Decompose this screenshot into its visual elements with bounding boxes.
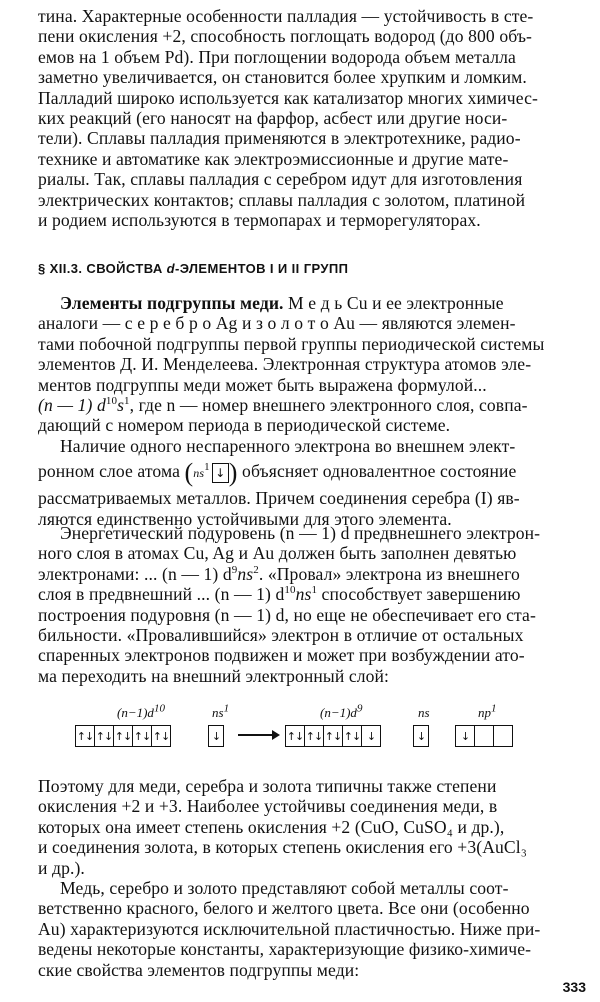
orbital-diagram [75,702,545,765]
orbital-cell [494,726,512,746]
text-line: спаренных электронов подвижен и может при возбуждении ато- [38,645,525,666]
text-line [38,293,586,313]
s-orbital-right [413,725,429,747]
copper-subgroup-paragraph [38,293,586,436]
s-orbital-left [208,725,224,747]
oxidation-states-paragraph [38,776,586,878]
text-line: Au) характеризуются исключительной пластичностью. Ниже при- [38,918,541,939]
orbital-cell: ↓ [416,729,426,743]
text-line: дающий с номером периода в периодической системе. [38,415,451,436]
orbital-cell: ↑↓ [343,726,362,746]
text-line: ветственно красного, белого и желтого цвета. Все они (особенно [38,898,530,919]
formula-line [38,395,586,415]
orbital-line [38,456,586,488]
text-line: риалы. Так, сплавы палладия с серебром идут для изготовления [38,169,523,190]
orbital-cell: ↑↓ [95,726,114,746]
text-line: и родием используются в термопарах и терморегуляторах. [38,210,481,231]
label-d9 [320,702,363,721]
text-line: тели). Сплавы палладия применяются в электротехнике, радио- [38,128,521,149]
superscript: 10 [153,702,165,715]
text-line: построения подуровня (n — 1) d, но еще не обеспечивает его ста- [38,604,536,625]
text-line: ляются единственно устойчивыми для этого элемента. [38,508,452,529]
text-line: Поэтому для меди, серебра и золота типичны также степени [38,776,497,796]
text-run: ронном слое атома [38,461,185,482]
text-run: , где n — номер внешнего электронного слоя, совпа- [129,395,528,416]
orbital-cell: ↑↓ [324,726,343,746]
label-text: (n−1)d [320,705,357,720]
formula-line [38,564,586,584]
text-line: Наличие одного неспаренного электрона во внешнем элект- [60,436,516,456]
d-orbital-right [285,725,381,747]
text-line: тами побочной подгруппы первой группы периодической системы [38,333,545,354]
orbital-cell: ↓ [456,726,475,746]
open-paren: ( [184,458,194,488]
orbital-cell: ↑↓ [286,726,305,746]
run-in-heading: Элементы подгруппы меди. [60,293,284,313]
text-line: бильности. «Провалившийся» электрон в отличие от остальных [38,625,524,646]
text-line: ведены некоторые константы, характеризующие физико-химиче- [38,939,532,960]
orbital-cell: ↑↓ [305,726,324,746]
text-line: элементов Д. И. Менделеева. Электронная структура атомов эле- [38,354,532,375]
orbital-cell: ↑↓ [76,726,95,746]
text-line: ких реакций (его наносят на фарфор, асбест или другие носи- [38,108,508,129]
heading-d: d [166,261,175,276]
label-ns1 [212,702,230,721]
section-heading [38,261,586,276]
text-line: Энергетический подуровень (n — 1) d предвнешнего электрон- [60,523,541,543]
label-d10 [117,702,165,721]
label-text: (n−1)d [117,705,154,720]
orbital-cell: ↓ [211,729,221,743]
text-run: (n — 1) d [38,395,106,416]
unpaired-electron-paragraph [38,436,586,529]
text-line: тина. Характерные особенности палладия — устойчивость в сте- [38,6,534,26]
text-line: и соединения золота, в которых степень окисления его +3(AuCl₃ [38,837,527,858]
text-run: М е д ь Cu и ее электронные [283,293,504,313]
superscript: 9 [356,702,363,715]
text-line: окисления +2 и +3. Наиболее устойчивы соединения меди, в [38,796,498,817]
page-number: 333 [562,979,586,995]
p-orbital-right [455,725,513,747]
superscript: 9 [231,563,238,576]
text-line: емов на 1 объем Pd). При поглощении водорода объем металла [38,46,516,67]
text-line: ма переходить на внешний электронный слой: [38,665,390,686]
label-np1 [478,702,497,721]
d-orbital-left [75,725,171,747]
orbital-cell: ↑↓ [152,729,170,743]
superscript: 10 [105,395,118,408]
orbital-cell: ↑↓ [133,726,152,746]
text-line: и др.). [38,857,85,878]
superscript: 10 [284,584,296,597]
orbital-label: ns [193,466,205,481]
superscript: 1 [223,702,230,715]
text-line: пени окисления +2, способность поглощать водород (до 800 объ- [38,26,532,47]
transition-arrow [238,734,278,736]
text-line: рассматриваемых металлов. Причем соединения серебра (I) яв- [38,488,520,509]
superscript: 1 [124,395,130,408]
text-run: способствует завершению [317,584,521,605]
text-run: ns [295,584,312,605]
superscript: 1 [491,702,497,715]
heading-prefix: § XII.3. СВОЙСТВА [38,261,167,276]
formula-line [38,584,586,604]
text-run: ns [237,563,254,584]
text-run: . «Провал» электрона из внешнего [258,563,520,584]
intro-paragraph [38,6,586,230]
heading-suffix: -ЭЛЕМЕНТОВ I И II ГРУПП [175,261,349,276]
label-ns: ns [418,705,430,720]
text-line: которых она имеет степень окисления +2 (CuO, CuSO₄ и др.), [38,816,505,837]
orbital-cell: ↑↓ [114,726,133,746]
text-line: ного слоя в атомах Cu, Ag и Au должен быть заполнен девятью [38,543,517,564]
text-run: объясняет одновалентное состояние [237,461,517,482]
orbital-box: ↓ [212,463,229,483]
text-line: электрических контактов; сплавы палладия с золотом, платиной [38,189,526,210]
label-text: np [478,705,491,720]
text-line: заметно увеличивается, он становится более хрупким и ломким. [38,67,527,88]
label-text: ns [212,705,224,720]
text-line: Медь, серебро и золото представляют собой металлы соот- [60,878,509,898]
orbital-cell [475,726,494,746]
orbital-cell: ↓ [366,729,376,743]
text-line: ментов подгруппы меди может быть выражена формулой... [38,374,487,395]
text-line: технике и автоматике как электроэмиссионные и другие мате- [38,148,509,169]
text-run: слоя в предвнешний ... (n — 1) d [38,584,285,605]
superscript: 2 [253,563,259,576]
text-run: электронами: ... (n — 1) d [38,563,232,584]
metals-properties-paragraph [38,878,586,980]
text-line: Палладий широко используется как катализатор многих химичес- [38,87,538,108]
text-line: ские свойства элементов подгруппы меди: [38,959,360,980]
text-line: аналоги — с е р е б р о Ag и з о л о т о Au — являются элемен- [38,313,516,334]
superscript: 1 [311,584,318,597]
superscript: 1 [204,461,210,474]
close-paren: ) [228,458,238,488]
text-run: s [117,395,125,416]
energy-sublevel-paragraph [38,523,586,686]
